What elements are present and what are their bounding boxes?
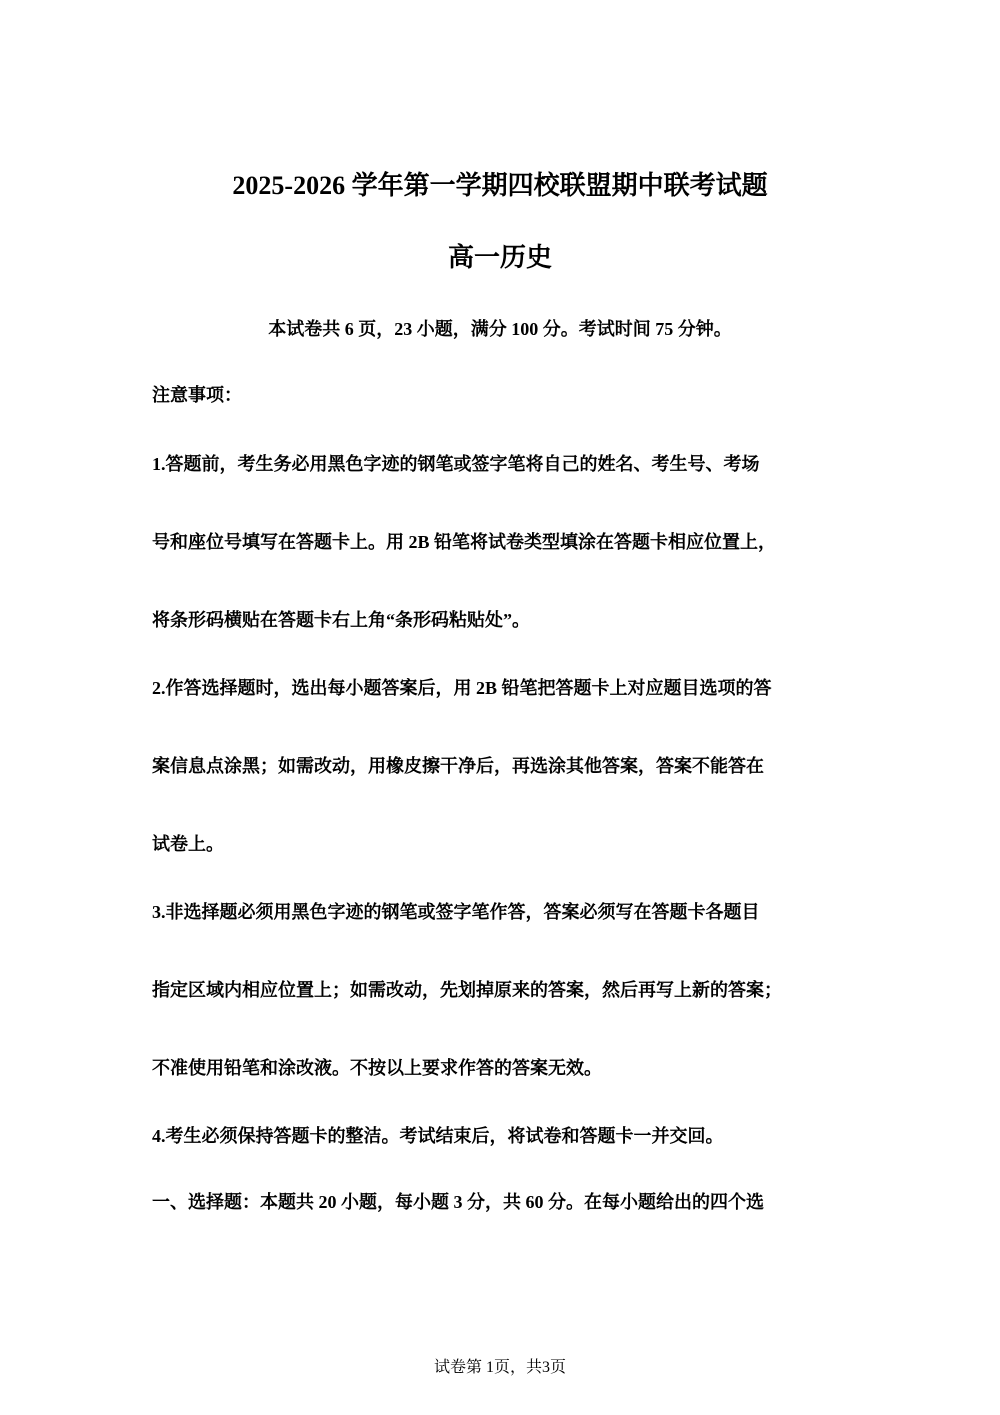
exam-intro: 本试卷共 6 页，23 小题，满分 100 分。考试时间 75 分钟。 [268, 319, 732, 339]
notice-line: 号和座位号填写在答题卡上。用 2B 铅笔将试卷类型填涂在答题卡相应位置上， [152, 532, 777, 552]
notice-line: 1.答题前，考生务必用黑色字迹的钢笔或签字笔将自己的姓名、考生号、考场 [152, 454, 760, 474]
notice-line: 4.考生必须保持答题卡的整洁。考试结束后，将试卷和答题卡一并交回。 [152, 1126, 724, 1146]
notice-line: 将条形码横贴在答题卡右上角“条形码粘贴处”。 [152, 610, 530, 630]
exam-subject: 高一历史 [447, 243, 552, 272]
notice-line: 指定区域内相应位置上；如需改动，先划掉原来的答案，然后再写上新的答案； [152, 980, 782, 1000]
exam-title: 2025-2026 学年第一学期四校联盟期中联考试题 [232, 171, 768, 200]
notice-line: 不准使用铅笔和涂改液。不按以上要求作答的答案无效。 [152, 1058, 602, 1078]
notice-line: 3.非选择题必须用黑色字迹的钢笔或签字笔作答，答案必须写在答题卡各题目 [152, 902, 760, 922]
notice-line: 2.作答选择题时，选出每小题答案后，用 2B 铅笔把答题卡上对应题目选项的答 [152, 678, 772, 698]
notice-line: 案信息点涂黑；如需改动，用橡皮擦干净后，再选涂其他答案，答案不能答在 [152, 756, 764, 776]
page-footer: 试卷第 1页，共3页 [433, 1359, 566, 1376]
notice-heading: 注意事项： [152, 385, 242, 405]
section-heading: 一、选择题：本题共 20 小题，每小题 3 分，共 60 分。在每小题给出的四个选 [152, 1192, 764, 1212]
notice-line: 试卷上。 [152, 834, 224, 854]
